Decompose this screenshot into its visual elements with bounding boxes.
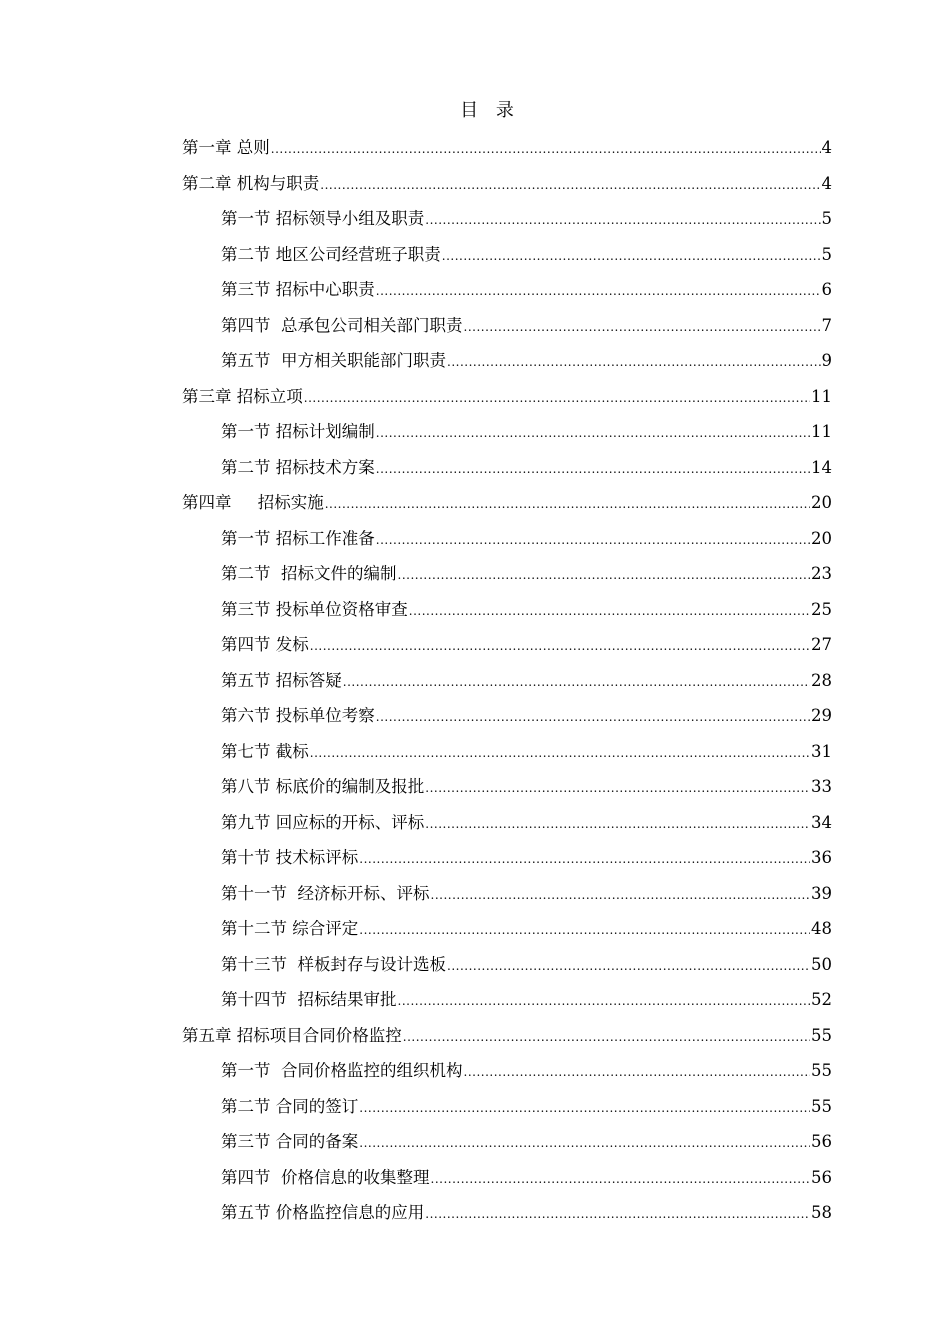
toc-entry-label: 第二节 合同的签订 (221, 1096, 359, 1116)
toc-dot-leader (425, 771, 810, 807)
toc-section-entry[interactable] (182, 627, 832, 663)
toc-section-entry[interactable] (182, 1053, 832, 1089)
toc-page-number: 5 (821, 244, 832, 264)
toc-chapter-entry[interactable] (182, 485, 832, 521)
toc-entry-label: 第二节 地区公司经营班子职责 (221, 244, 441, 264)
toc-entry-label: 第四节 总承包公司相关部门职责 (221, 315, 463, 335)
toc-dot-leader (442, 239, 821, 275)
toc-chapter-entry[interactable] (182, 166, 832, 202)
toc-dot-leader (398, 984, 811, 1020)
toc-entry-label: 第四节 价格信息的收集整理 (221, 1167, 430, 1187)
toc-dot-leader (398, 558, 811, 594)
toc-entry-label: 第一节 招标计划编制 (221, 422, 375, 441)
toc-dot-leader (447, 345, 821, 381)
toc-dot-leader (464, 310, 821, 346)
toc-entry-label: 第三节 招标中心职责 (221, 280, 375, 299)
toc-page-number: 20 (811, 493, 832, 512)
toc-section-entry[interactable] (182, 1195, 832, 1231)
toc-page-number: 6 (821, 280, 832, 299)
toc-section-entry[interactable] (182, 1089, 832, 1125)
toc-entry-label: 第五节 招标答疑 (221, 670, 342, 690)
toc-page-number: 52 (811, 990, 832, 1009)
toc-page-number: 23 (811, 564, 832, 583)
toc-page-number: 29 (811, 706, 832, 725)
toc-section-entry[interactable] (182, 1124, 832, 1160)
toc-section-entry[interactable] (182, 414, 832, 450)
toc-section-entry[interactable] (182, 201, 832, 237)
toc-chapter-entry[interactable] (182, 1018, 832, 1054)
toc-page-number: 28 (811, 670, 832, 690)
toc-section-entry[interactable] (182, 450, 832, 486)
toc-section-entry[interactable] (182, 521, 832, 557)
toc-page-number: 55 (811, 1061, 832, 1080)
toc-section-entry[interactable] (182, 911, 832, 947)
toc-entry-label: 第八节 标底价的编制及报批 (221, 777, 425, 796)
toc-dot-leader (425, 807, 810, 843)
toc-section-entry[interactable] (182, 237, 832, 273)
toc-chapter-entry[interactable] (182, 379, 832, 415)
toc-page-number: 4 (821, 173, 832, 193)
toc-entry-label: 第五节 甲方相关职能部门职责 (221, 351, 446, 370)
toc-entry-label: 第一章 总则 (182, 138, 270, 157)
toc-entry-label: 第四章 招标实施 (182, 493, 324, 512)
toc-section-entry[interactable] (182, 876, 832, 912)
toc-page-number: 50 (811, 954, 832, 974)
toc-entry-label: 第十一节 经济标开标、评标 (221, 883, 430, 903)
toc-section-entry[interactable] (182, 272, 832, 308)
toc-entry-label: 第一节 招标工作准备 (221, 528, 375, 548)
toc-dot-leader (431, 878, 811, 914)
toc-entry-label: 第四节 发标 (221, 635, 309, 654)
toc-page-number: 7 (821, 315, 832, 335)
toc-page-number: 4 (821, 138, 832, 157)
toc-entry-label: 第十二节 综合评定 (221, 919, 359, 938)
toc-entry-label: 第五节 价格监控信息的应用 (221, 1203, 425, 1222)
toc-page-number: 11 (811, 386, 832, 406)
toc-page-number: 5 (821, 209, 832, 228)
toc-dot-leader (403, 1020, 810, 1056)
toc-entry-label: 第二节 招标技术方案 (221, 457, 375, 477)
toc-entry-label: 第一节 招标领导小组及职责 (221, 209, 425, 228)
toc-section-entry[interactable] (182, 556, 832, 592)
toc-section-entry[interactable] (182, 698, 832, 734)
toc-dot-leader (431, 1162, 811, 1198)
toc-page-number: 34 (811, 812, 832, 832)
toc-dot-leader (447, 949, 810, 985)
toc-entry-label: 第九节 回应标的开标、评标 (221, 812, 425, 832)
toc-dot-leader (376, 700, 810, 736)
toc-dot-leader (325, 487, 810, 523)
toc-section-entry[interactable] (182, 840, 832, 876)
toc-page-number: 55 (811, 1096, 832, 1116)
toc-page-number: 55 (811, 1025, 832, 1045)
toc-entry-label: 第五章 招标项目合同价格监控 (182, 1025, 402, 1045)
toc-section-entry[interactable] (182, 734, 832, 770)
toc-page-number: 56 (811, 1132, 832, 1151)
toc-dot-leader (376, 452, 810, 488)
toc-dot-leader (376, 416, 810, 452)
toc-title: 目 录 (460, 100, 520, 121)
toc-section-entry[interactable] (182, 982, 832, 1018)
toc-entry-label: 第十三节 样板封存与设计选板 (221, 954, 446, 974)
toc-section-entry[interactable] (182, 769, 832, 805)
toc-section-entry[interactable] (182, 1160, 832, 1196)
toc-section-entry[interactable] (182, 592, 832, 628)
toc-section-entry[interactable] (182, 805, 832, 841)
toc-dot-leader (310, 736, 810, 772)
toc-entry-label: 第七节 截标 (221, 741, 309, 761)
toc-entry-label: 第三节 投标单位资格审查 (221, 599, 408, 619)
toc-dot-leader (376, 523, 810, 559)
toc-page-number: 14 (811, 457, 832, 477)
toc-page-number: 25 (811, 599, 832, 619)
toc-entry-label: 第三节 合同的备案 (221, 1132, 359, 1151)
toc-dot-leader (376, 274, 821, 310)
toc-entry-label: 第一节 合同价格监控的组织机构 (221, 1061, 463, 1080)
toc-dot-leader (359, 913, 810, 949)
toc-dot-leader (409, 594, 810, 630)
toc-page-number: 20 (811, 528, 832, 548)
toc-dot-leader (425, 1197, 810, 1233)
toc-dot-leader (425, 203, 820, 239)
toc-page-number: 31 (811, 741, 832, 761)
toc-entry-label: 第三章 招标立项 (182, 386, 303, 406)
toc-dot-leader (464, 1055, 811, 1091)
toc-dot-leader (359, 1091, 810, 1127)
toc-page-number: 36 (811, 848, 832, 867)
toc-page-number: 39 (811, 883, 832, 903)
toc-dot-leader (320, 168, 820, 204)
toc-page-number: 27 (811, 635, 832, 654)
toc-page-number: 58 (811, 1203, 832, 1222)
toc-section-entry[interactable] (182, 663, 832, 699)
toc-page-number: 48 (811, 919, 832, 938)
toc-section-entry[interactable] (182, 308, 832, 344)
toc-section-entry[interactable] (182, 947, 832, 983)
toc-page-number: 9 (821, 351, 832, 370)
toc-entry-label: 第二章 机构与职责 (182, 173, 320, 193)
toc-dot-leader (359, 1126, 810, 1162)
toc-dot-leader (343, 665, 810, 701)
toc-entry-label: 第十节 技术标评标 (221, 848, 359, 867)
toc-chapter-entry[interactable] (182, 130, 832, 166)
toc-dot-leader (304, 381, 810, 417)
toc-page-number: 11 (811, 422, 832, 441)
toc-entry-label: 第二节 招标文件的编制 (221, 564, 397, 583)
toc-list (182, 130, 832, 1231)
toc-dot-leader (271, 132, 821, 168)
toc-section-entry[interactable] (182, 343, 832, 379)
toc-dot-leader (359, 842, 810, 878)
toc-page-number: 33 (811, 777, 832, 796)
toc-entry-label: 第十四节 招标结果审批 (221, 990, 397, 1009)
toc-page-number: 56 (811, 1167, 832, 1187)
toc-dot-leader (310, 629, 810, 665)
toc-entry-label: 第六节 投标单位考察 (221, 706, 375, 725)
